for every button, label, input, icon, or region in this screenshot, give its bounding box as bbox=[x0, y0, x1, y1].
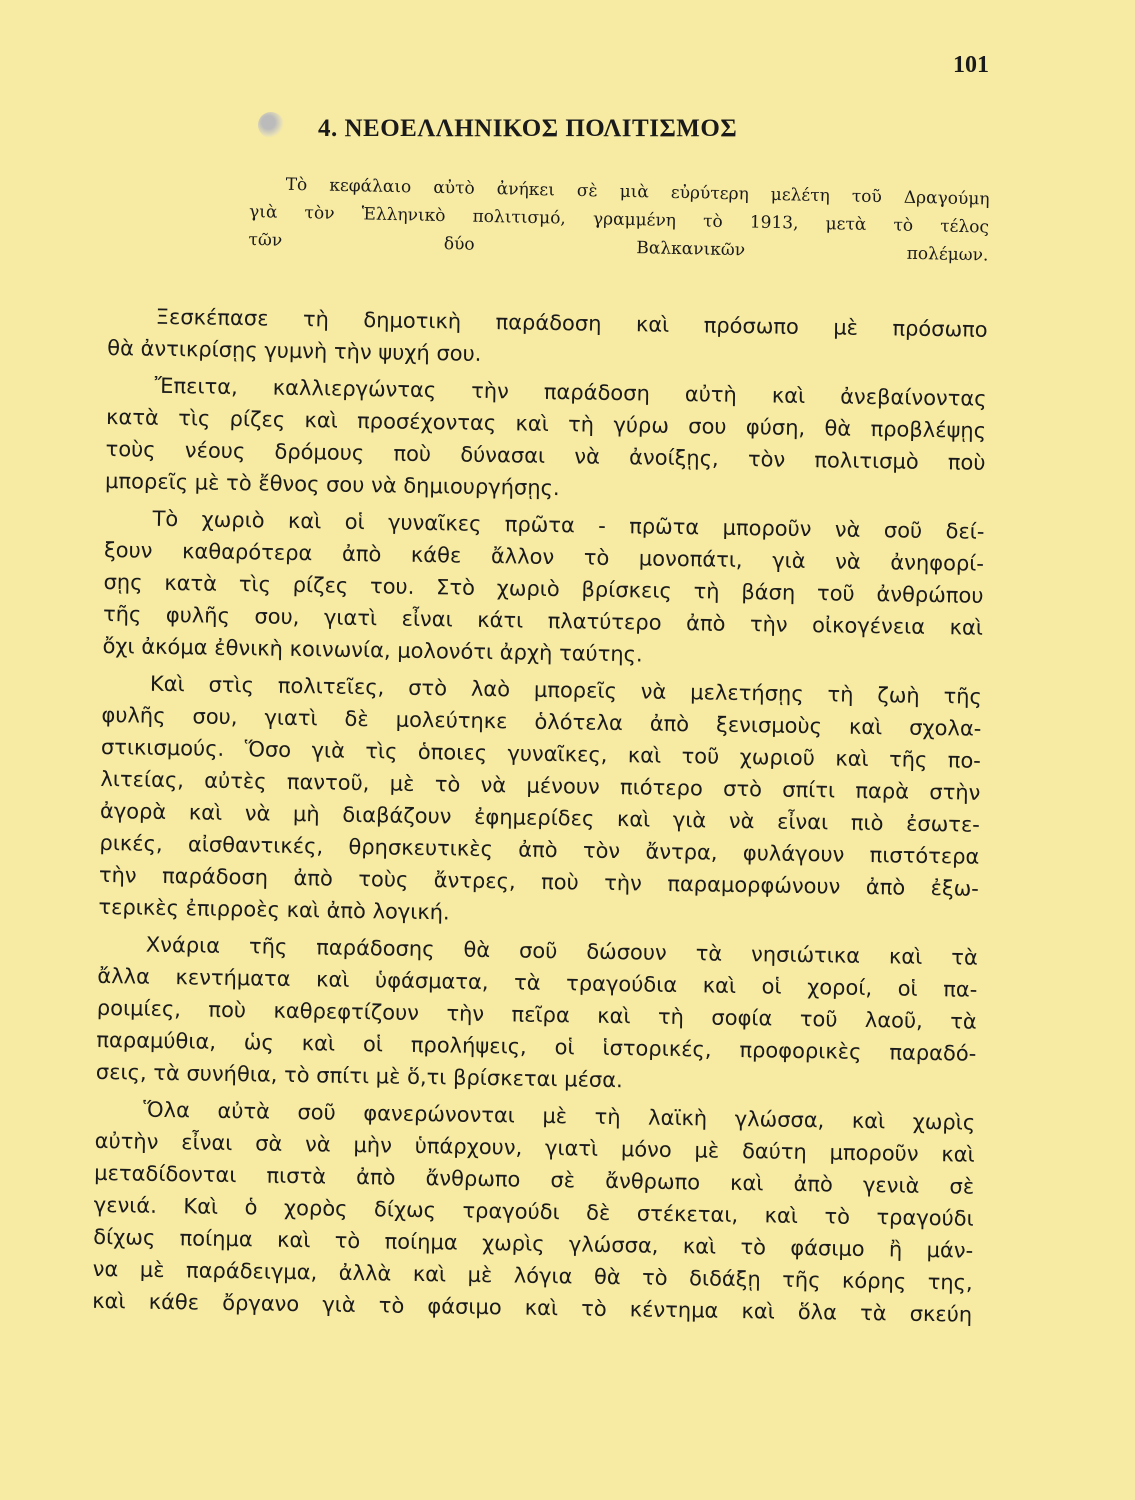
paper-speck bbox=[258, 112, 284, 138]
text-line: τῆς φυλῆς σου, γιατὶ εἶναι κάτι πλατύτερο ἀπὸ τὴν οἰκογένεια καὶ bbox=[102, 601, 984, 640]
text-line: γενιά. Καὶ ὁ χορὸς δίχως τραγούδι δὲ στέκεται, καὶ τὸ τραγούδι bbox=[93, 1192, 974, 1231]
text-line: σῃς κατὰ τὶς ρίζες του. Στὸ χωριὸ βρίσκεις τὴ βάση τοῦ ἀνθρώπου bbox=[103, 569, 984, 608]
intro-line: γιὰ τὸν Ἑλληνικὸ πολιτισμό, γραμμένη τὸ 1913, μετὰ τὸ τέλος bbox=[248, 201, 990, 238]
text-line: τερικὲς ἐπιρροὲς καὶ ἀπὸ λογική. bbox=[98, 894, 450, 925]
text-line: λιτείας, αὐτὲς παντοῦ, μὲ τὸ νὰ μένουν πιότερο στὸ σπίτι παρὰ στὴν bbox=[100, 766, 981, 805]
text-line: θὰ ἀντικρίσῃς γυμνὴ τὴν ψυχή σου. bbox=[107, 335, 482, 366]
paragraph bbox=[105, 369, 987, 511]
text-line: καὶ κάθε ὄργανο γιὰ τὸ φάσιμο καὶ τὸ κέντημα καὶ ὅλα τὰ σκεύη bbox=[92, 1288, 973, 1327]
text-line: ρικές, αἰσθαντικές, θρησκευτικὲς ἀπὸ τὸν ἄντρα, φυλάγουν πιστότερα bbox=[99, 830, 980, 869]
paragraph bbox=[92, 1093, 975, 1331]
text-line: ροιμίες, ποὺ καθρεφτίζουν τὴν πεῖρα καὶ τὴ σοφία τοῦ λαοῦ, τὰ bbox=[96, 995, 977, 1034]
text-line: μπορεῖς μὲ τὸ ἔθνος σου νὰ δημιουργήσῃς. bbox=[104, 468, 560, 501]
text-line: αὐτὴν εἶναι σὰ νὰ μὴν ὑπάρχουν, γιατὶ μόνο μὲ δαύτη μποροῦν καὶ bbox=[94, 1128, 975, 1167]
text-line: κατὰ τὶς ρίζες καὶ προσέχοντας καὶ τὴ γύρω σου φύση, θὰ προβλέψῃς bbox=[105, 404, 987, 443]
text-line: στικισμούς. Ὅσο γιὰ τὶς ὁποιες γυναῖκες, καὶ τοῦ χωριοῦ καὶ τῆς πο- bbox=[100, 734, 982, 773]
text-line: ἄλλα κεντήματα καὶ ὑφάσματα, τὰ τραγούδια καὶ οἱ χοροί, οἱ πα- bbox=[97, 963, 978, 1002]
text-line: τὴν παράδοση ἀπὸ τοὺς ἄντρες, ποὺ τὴν παραμορφώνουν ἀπὸ ἐξω- bbox=[98, 862, 980, 901]
text-line: Χνάρια τῆς παράδοσης θὰ σοῦ δώσουν τὰ νησιώτικα καὶ τὰ bbox=[145, 932, 978, 970]
chapter-intro-note bbox=[248, 170, 990, 269]
paragraph bbox=[107, 300, 988, 378]
text-line: τοὺς νέους δρόμους ποὺ δύνασαι νὰ ἀνοίξῃς, τὸν πολιτισμὸ ποὺ bbox=[105, 436, 986, 475]
paragraph bbox=[96, 928, 978, 1102]
text-line: να μὲ παράδειγμα, ἀλλὰ καὶ μὲ λόγια θὰ τὸ διδάξῃ τῆς κόρης της, bbox=[92, 1256, 973, 1295]
text-line: Ξεσκέπασε τὴ δημοτικὴ παράδοση καὶ πρόσωπο μὲ πρόσωπο bbox=[155, 304, 988, 342]
text-line: δίχως ποίημα καὶ τὸ ποίημα χωρὶς γλώσσα, καὶ τὸ φάσιμο ἢ μάν- bbox=[93, 1224, 974, 1263]
text-line: Ὅλα αὐτὰ σοῦ φανερώνονται μὲ τὴ λαϊκὴ γλώσσα, καὶ χωρὶς bbox=[143, 1097, 976, 1135]
paragraph bbox=[98, 667, 982, 937]
text-line: φυλῆς σου, γιατὶ δὲ μολεύτηκε ὁλότελα ἀπὸ ξενισμοὺς καὶ σχολα- bbox=[101, 702, 982, 741]
page-number: 101 bbox=[953, 52, 989, 78]
text-line: ὄχι ἀκόμα ἐθνικὴ κοινωνία, μολονότι ἀρχὴ ταύτης. bbox=[102, 633, 643, 667]
paragraph bbox=[102, 502, 984, 676]
text-line: μεταδίδονται πιστὰ ἀπὸ ἄνθρωπο σὲ ἄνθρωπο καὶ ἀπὸ γενιὰ σὲ bbox=[94, 1160, 975, 1199]
text-line: σεις, τὰ συνήθια, τὸ σπίτι μὲ ὅ,τι βρίσκεται μέσα. bbox=[95, 1059, 623, 1093]
text-line: παραμύθια, ὡς καὶ οἱ προλήψεις, οἱ ἱστορικές, προφορικὲς παραδό- bbox=[96, 1027, 977, 1066]
text-line: ξουν καθαρότερα ἀπὸ κάθε ἄλλον τὸ μονοπάτι, γιὰ νὰ ἀνηφορί- bbox=[103, 537, 985, 576]
chapter-title: 4. ΝΕΟΕΛΛΗΝΙΚΟΣ ΠΟΛΙΤΙΣΜΟΣ bbox=[318, 115, 738, 142]
intro-line: Τὸ κεφάλαιο αὐτὸ ἀνήκει σὲ μιὰ εὐρύτερη μελέτη τοῦ Δραγούμη bbox=[285, 174, 990, 210]
body-text bbox=[92, 300, 988, 1336]
text-line: Ἔπειτα, καλλιεργώντας τὴν παράδοση αὐτὴ καὶ ἀνεβαίνοντας bbox=[154, 373, 987, 411]
intro-line: τῶν δύο Βαλκανικῶν πολέμων. bbox=[248, 229, 989, 266]
text-line: Καὶ στὶς πολιτεῖες, στὸ λαὸ μπορεῖς νὰ μελετήσῃς τὴ ζωὴ τῆς bbox=[149, 671, 983, 709]
text-line: ἀγορὰ καὶ νὰ μὴ διαβάζουν ἐφημερίδες καὶ γιὰ νὰ εἶναι πιὸ ἐσωτε- bbox=[99, 798, 981, 837]
text-line: Τὸ χωριὸ καὶ οἱ γυναῖκες πρῶτα - πρῶτα μποροῦν νὰ σοῦ δεί- bbox=[152, 506, 985, 544]
